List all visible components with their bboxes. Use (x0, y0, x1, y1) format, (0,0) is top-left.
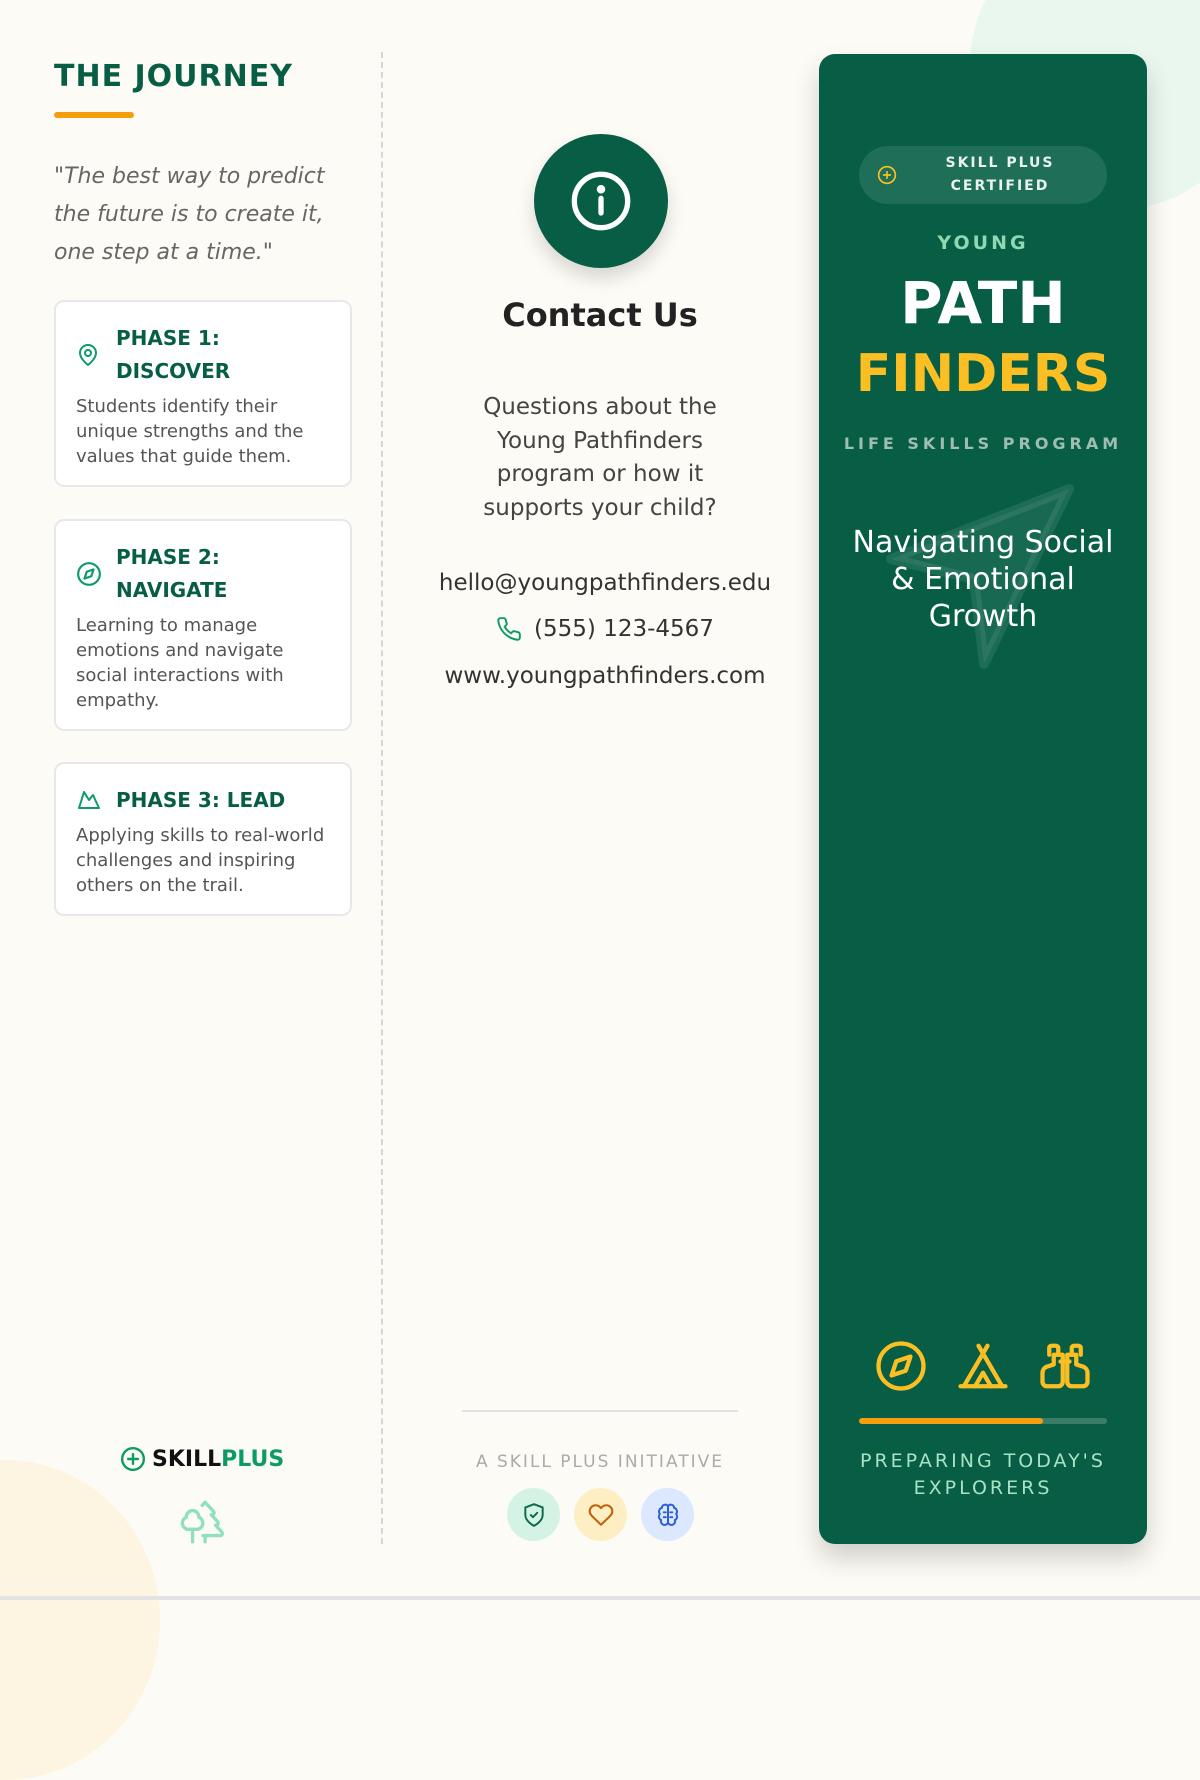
shield-check-icon (521, 1502, 547, 1528)
shield-badge (507, 1488, 560, 1541)
heart-icon (588, 1502, 614, 1528)
contact-panel (430, 52, 770, 1544)
compass-icon (76, 541, 102, 591)
brand-plus: PLUS (221, 1446, 285, 1472)
initiative-label: A SKILL PLUS INITIATIVE (475, 1452, 725, 1472)
trees-icon (178, 1496, 228, 1550)
journey-quote: "The best way to predict the future is to create it, one step at a time." (54, 164, 325, 265)
phase-description: Students identify their unique strengths and the values that guide them. (76, 396, 304, 467)
phase-title: PHASE 3: LEAD (116, 788, 286, 812)
certified-label: SKILL PLUS CERTIFIED (945, 155, 1055, 194)
panel-divider (381, 52, 383, 1544)
journey-panel (54, 52, 354, 1544)
title-finders: FINDERS (855, 344, 1111, 404)
map-pin-icon (76, 322, 102, 372)
plus-circle-icon (120, 1446, 146, 1472)
cover-tagline: PREPARING TODAY'S EXPLORERS (860, 1450, 1106, 1499)
phase-description: Learning to manage emotions and navigate social interactions with empathy. (76, 615, 284, 711)
brand-name (152, 1447, 284, 1472)
certified-badge (859, 146, 1107, 204)
mountain-icon (76, 784, 102, 816)
plus-circle-icon (877, 165, 897, 185)
brand-skill: SKILL (152, 1446, 222, 1472)
contact-phone-row[interactable] (430, 616, 780, 648)
divider-line (462, 1410, 738, 1412)
value-badges (507, 1488, 694, 1541)
phase-card-discover (54, 300, 352, 487)
bottom-edge (0, 1596, 1200, 1600)
brain-badge (641, 1488, 694, 1541)
contact-description: Questions about the Young Pathfinders program or how it supports your child? (483, 394, 717, 521)
explorer-icons (819, 1339, 1147, 1393)
phase-card-navigate (54, 519, 352, 731)
title-path: PATH (900, 269, 1066, 337)
info-badge (534, 134, 668, 268)
heart-badge (574, 1488, 627, 1541)
progress-bar (859, 1418, 1107, 1424)
title-young: YOUNG (937, 232, 1029, 254)
journey-title: THE JOURNEY (54, 59, 293, 94)
binoculars-icon (1038, 1339, 1092, 1393)
phase-title: PHASE 1: DISCOVER (116, 326, 231, 383)
phase-title: PHASE 2: NAVIGATE (116, 545, 228, 602)
phone-icon (496, 616, 522, 642)
cover-panel (819, 54, 1147, 1544)
contact-website[interactable]: www.youngpathfinders.com (444, 663, 766, 689)
brain-icon (655, 1502, 681, 1528)
phase-card-lead (54, 762, 352, 916)
contact-phone: (555) 123-4567 (534, 616, 714, 642)
compass-icon (874, 1339, 928, 1393)
program-label: LIFE SKILLS PROGRAM (843, 434, 1123, 453)
skillplus-logo (120, 1446, 284, 1472)
info-icon (569, 169, 633, 233)
progress-fill (859, 1418, 1043, 1424)
title-underline (54, 112, 134, 118)
contact-title: Contact Us (502, 296, 698, 334)
tent-icon (956, 1339, 1010, 1393)
cover-subtitle: Navigating Social & Emotional Growth (852, 525, 1114, 634)
contact-email[interactable]: hello@youngpathfinders.edu (438, 570, 772, 596)
phase-description: Applying skills to real-world challenges and inspiring others on the trail. (76, 825, 325, 896)
